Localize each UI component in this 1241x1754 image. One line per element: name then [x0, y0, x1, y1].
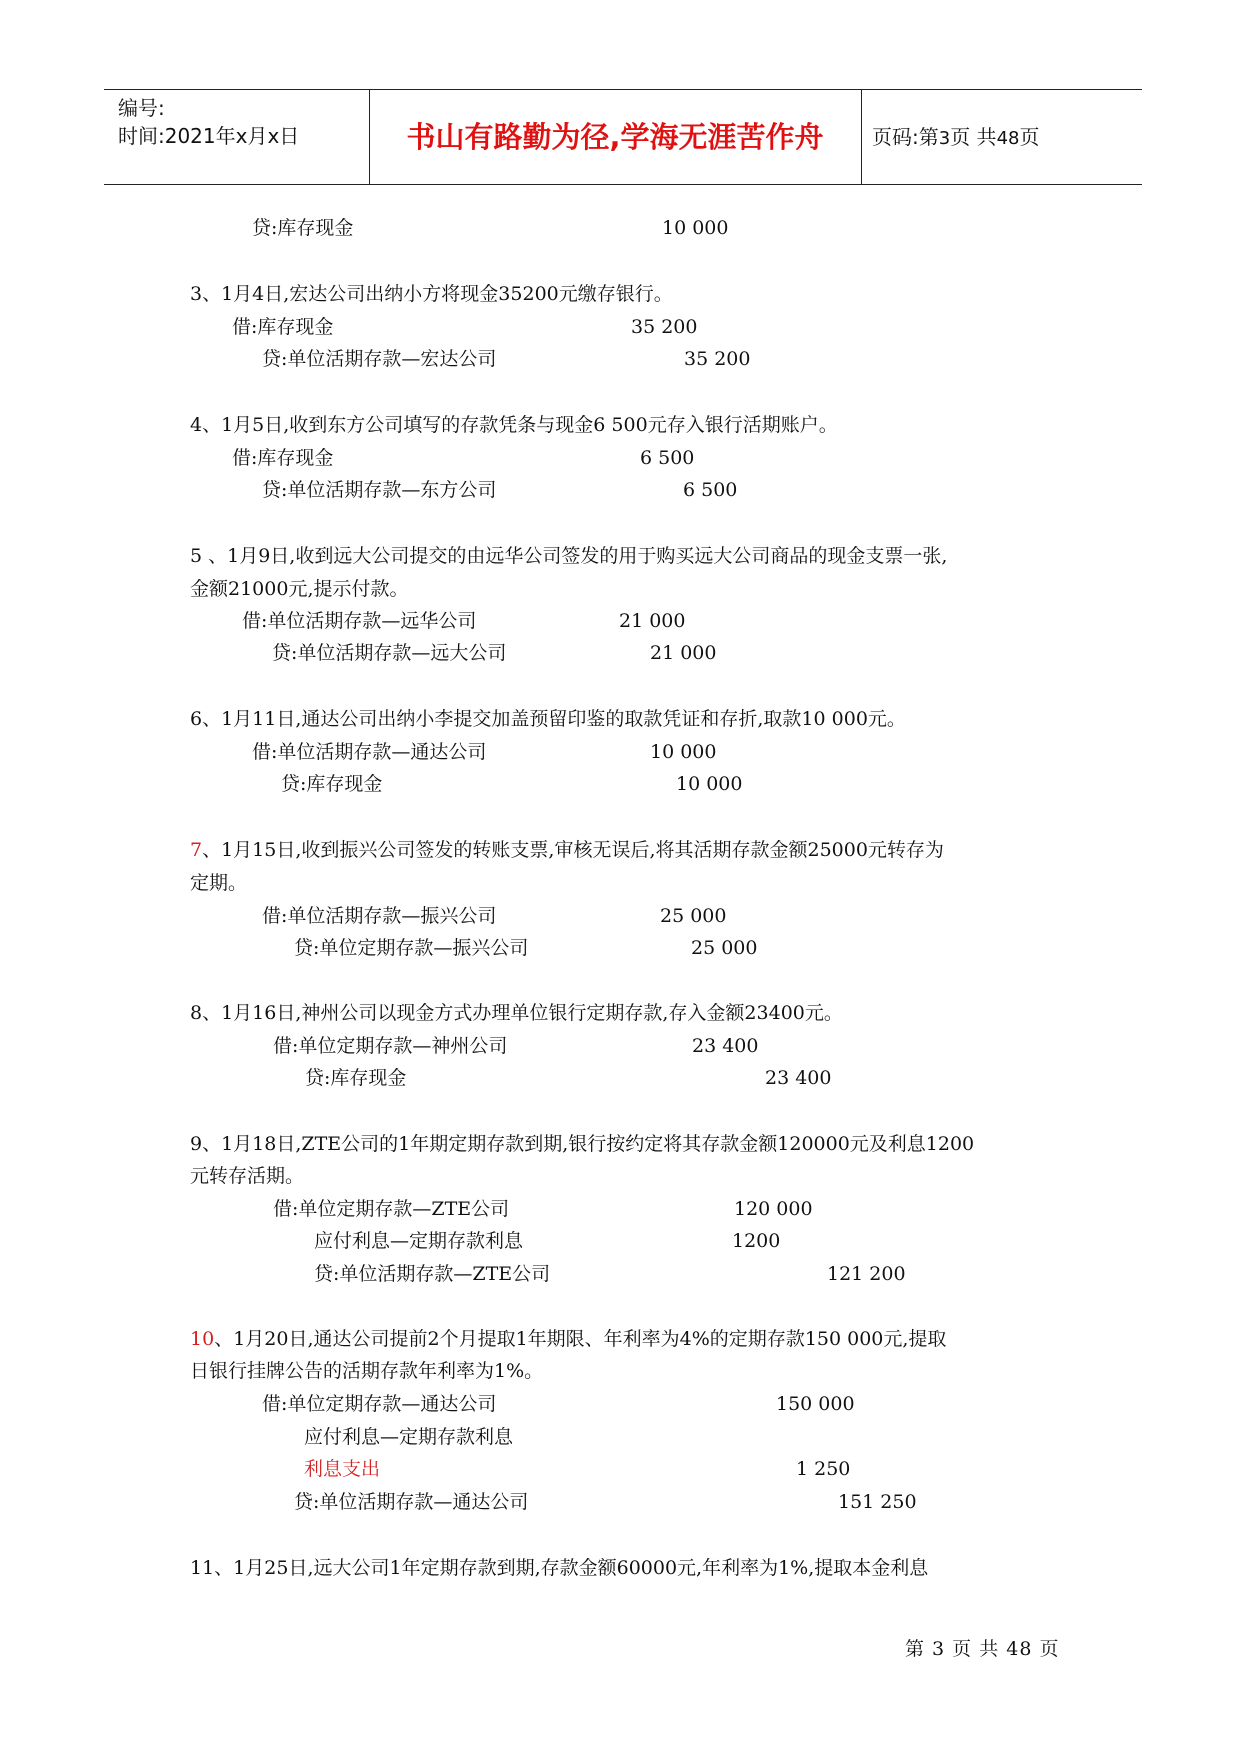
page-footer: 第 3 页 共 48 页	[905, 1638, 1060, 1660]
entry-amount: 1200	[732, 1230, 781, 1252]
entry-amount: 25 000	[660, 905, 727, 927]
transaction-paragraph	[190, 1327, 946, 1351]
entry-line: 贷:单位活期存款—ZTE公司	[314, 1263, 551, 1285]
entry-line: 借:单位活期存款—远华公司	[242, 610, 477, 632]
transaction-paragraph: 日银行挂牌公告的活期存款年利率为1%。	[190, 1360, 544, 1382]
entry-line: 贷:库存现金	[281, 773, 383, 795]
entry-line: 借:单位定期存款—通达公司	[262, 1393, 497, 1415]
entry-line: 应付利息—定期存款利息	[304, 1426, 514, 1448]
entry-amount: 23 400	[692, 1035, 759, 1057]
transaction-paragraph	[190, 838, 944, 862]
page-number: 3	[938, 128, 951, 149]
transaction-text: 、1月15日,收到振兴公司签发的转账支票,审核无误后,将其活期存款金额25000元转存为	[202, 839, 944, 861]
entry-amount: 10 000	[662, 217, 729, 239]
transaction-paragraph: 9、1月18日,ZTE公司的1年期定期存款到期,银行按约定将其存款金额120000元及利息1200	[190, 1133, 975, 1155]
entry-amount: 120 000	[734, 1198, 813, 1220]
entry-amount: 21 000	[650, 642, 717, 664]
page-total: 48	[996, 128, 1020, 149]
entry-line: 借:单位定期存款—ZTE公司	[273, 1198, 510, 1220]
entry-line: 借:库存现金	[232, 316, 334, 338]
entry-amount: 35 200	[684, 348, 751, 370]
entry-amount: 25 000	[691, 937, 758, 959]
entry-line: 借:单位活期存款—通达公司	[252, 741, 487, 763]
transaction-paragraph: 3、1月4日,宏达公司出纳小方将现金35200元缴存银行。	[190, 283, 673, 305]
transaction-paragraph: 6、1月11日,通达公司出纳小李提交加盖预留印鉴的取款凭证和存折,取款10 000元。	[190, 708, 906, 730]
header-divider	[861, 90, 862, 184]
entry-amount: 6 500	[640, 447, 695, 469]
entry-line: 借:单位定期存款—神州公司	[273, 1035, 508, 1057]
entry-line: 借:库存现金	[232, 447, 334, 469]
entry-amount: 10 000	[650, 741, 717, 763]
entry-line: 贷:单位活期存款—远大公司	[272, 642, 507, 664]
entry-amount: 151 250	[838, 1491, 917, 1513]
entry-amount: 150 000	[776, 1393, 855, 1415]
transaction-paragraph: 元转存活期。	[190, 1165, 305, 1187]
entry-amount: 35 200	[631, 316, 698, 338]
entry-line: 贷:单位活期存款—东方公司	[262, 479, 497, 501]
entry-amount: 1 250	[796, 1458, 851, 1480]
entry-amount: 6 500	[683, 479, 738, 501]
page-prefix: 页码:第	[872, 125, 939, 149]
transaction-paragraph: 5 、1月9日,收到远大公司提交的由远华公司签发的用于购买远大公司商品的现金支票一张,	[190, 545, 948, 567]
entry-amount: 21 000	[619, 610, 686, 632]
transaction-number: 7	[190, 839, 203, 861]
time-label: 时间:2021年x月x日	[118, 124, 300, 148]
entry-line: 利息支出	[304, 1458, 381, 1480]
number-label: 编号:	[118, 96, 165, 120]
entry-line: 贷:单位活期存款—通达公司	[294, 1491, 529, 1513]
entry-line: 贷:库存现金	[305, 1067, 407, 1089]
entry-line: 贷:单位定期存款—振兴公司	[294, 937, 529, 959]
transaction-paragraph: 11、1月25日,远大公司1年定期存款到期,存款金额60000元,年利率为1%,提取本金利息	[190, 1557, 929, 1579]
page-mid: 页 共	[950, 125, 997, 149]
header-page-indicator	[872, 90, 1039, 184]
entry-line: 借:单位活期存款—振兴公司	[262, 905, 497, 927]
header-meta	[118, 94, 299, 150]
entry-amount: 10 000	[676, 773, 743, 795]
entry-line: 贷:单位活期存款—宏达公司	[262, 348, 497, 370]
entry-line: 贷:库存现金	[252, 217, 354, 239]
transaction-text: 、1月20日,通达公司提前2个月提取1年期限、年利率为4%的定期存款150 000元,提取	[214, 1328, 947, 1350]
entry-amount: 23 400	[765, 1067, 832, 1089]
transaction-paragraph: 定期。	[190, 872, 248, 894]
transaction-paragraph: 金额21000元,提示付款。	[190, 578, 409, 600]
transaction-number: 10	[190, 1328, 215, 1350]
page-suffix: 页	[1019, 125, 1040, 149]
transaction-paragraph: 4、1月5日,收到东方公司填写的存款凭条与现金6 500元存入银行活期账户。	[190, 414, 838, 436]
header-motto: 书山有路勤为径,学海无涯苦作舟	[406, 120, 824, 154]
transaction-paragraph: 8、1月16日,神州公司以现金方式办理单位银行定期存款,存入金额23400元。	[190, 1002, 843, 1024]
entry-amount: 121 200	[827, 1263, 906, 1285]
entry-line: 应付利息—定期存款利息	[314, 1230, 524, 1252]
page-header	[104, 89, 1142, 185]
